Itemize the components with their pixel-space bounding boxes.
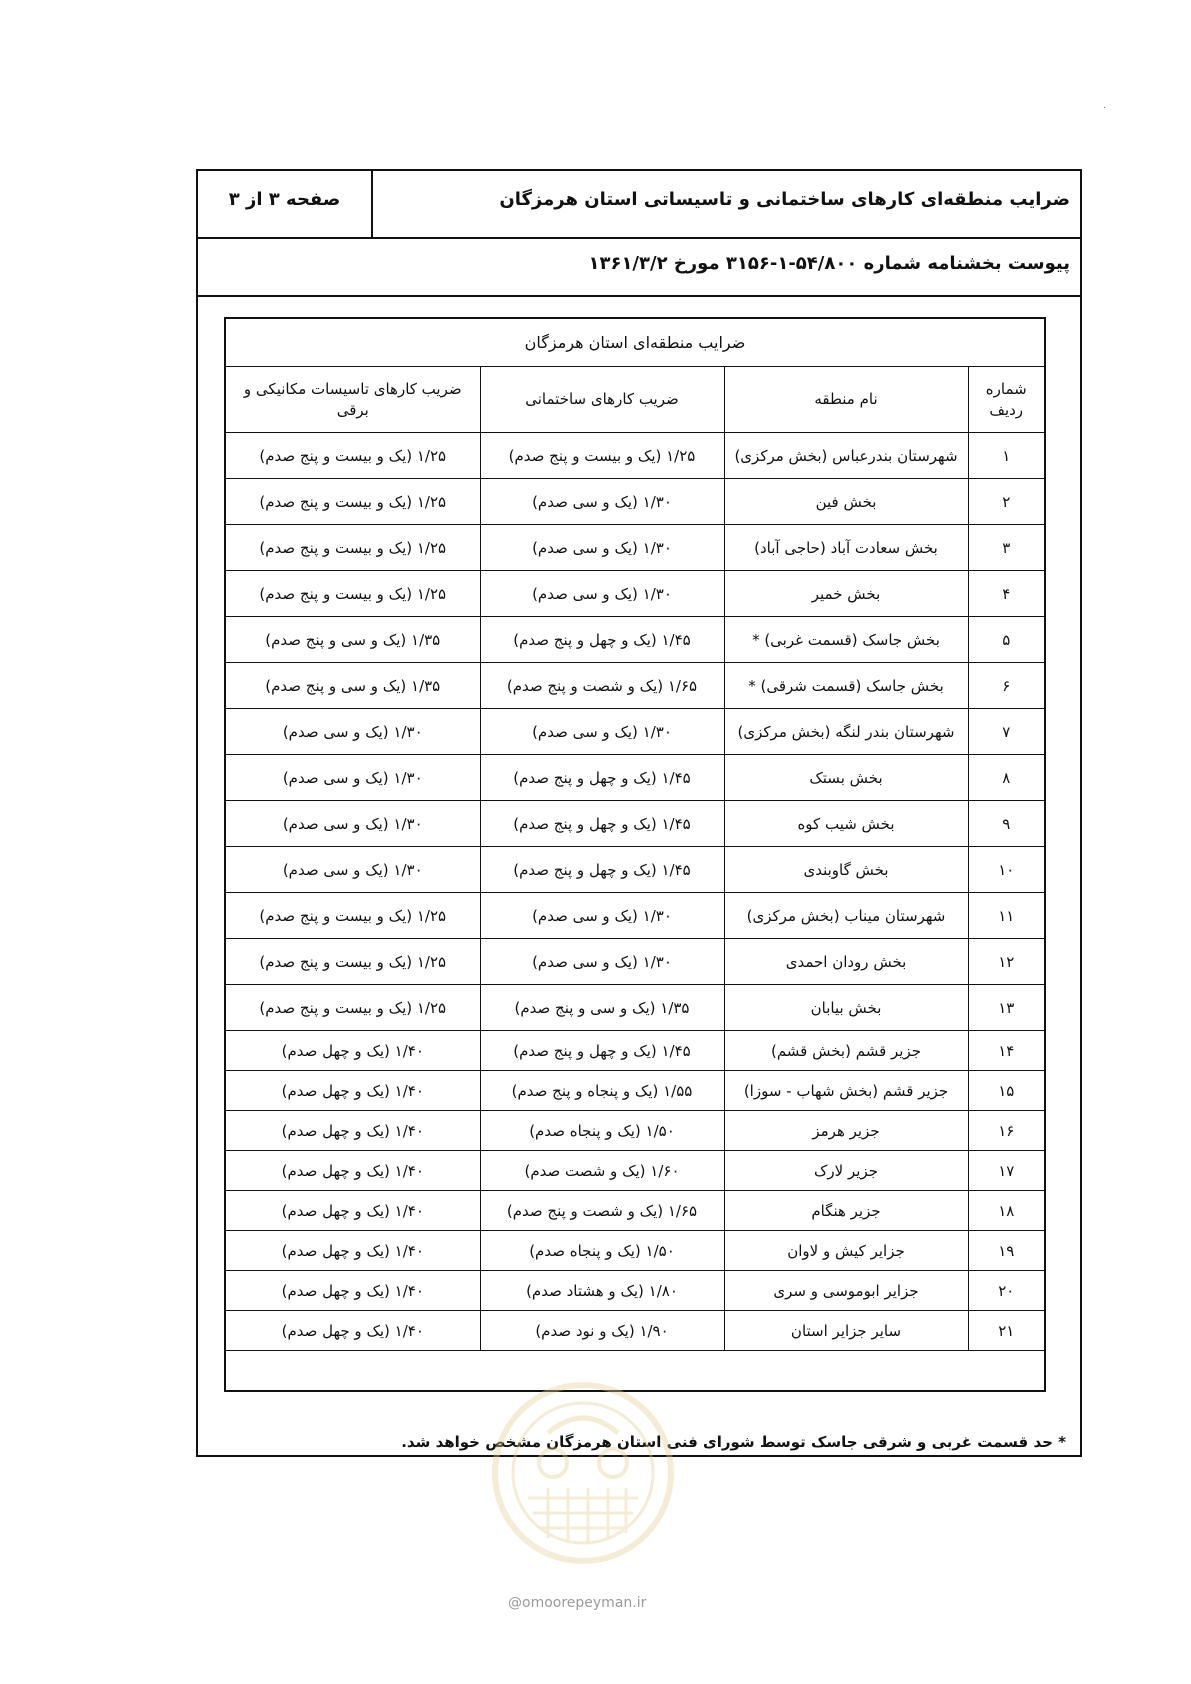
cell-region: بخش گاوبندی	[724, 847, 968, 893]
column-header-building: ضریب کارهای ساختمانی	[480, 367, 724, 433]
table-row	[226, 571, 1044, 617]
table-row	[226, 617, 1044, 663]
cell-row-no: ۶	[968, 663, 1044, 709]
cell-installations-coefficient: ۱/۲۵ (یک و بیست و پنج صدم)	[226, 571, 480, 617]
cell-row-no: ۱	[968, 433, 1044, 479]
cell-row-no: ۱۹	[968, 1231, 1044, 1271]
cell-building-coefficient: ۱/۴۵ (یک و چهل و پنج صدم)	[480, 801, 724, 847]
cell-building-coefficient: ۱/۴۵ (یک و چهل و پنج صدم)	[480, 617, 724, 663]
cell-building-coefficient: ۱/۳۰ (یک و سی صدم)	[480, 571, 724, 617]
cell-region: جزیر هرمز	[724, 1111, 968, 1151]
table-row	[226, 985, 1044, 1031]
cell-row-no: ۱۴	[968, 1031, 1044, 1071]
table-row	[226, 1031, 1044, 1071]
cell-installations-coefficient: ۱/۴۰ (یک و چهل صدم)	[226, 1111, 480, 1151]
cell-installations-coefficient: ۱/۳۰ (یک و سی صدم)	[226, 709, 480, 755]
cell-installations-coefficient: ۱/۲۵ (یک و بیست و پنج صدم)	[226, 479, 480, 525]
cell-installations-coefficient: ۱/۳۰ (یک و سی صدم)	[226, 801, 480, 847]
table-row	[226, 709, 1044, 755]
cell-row-no: ۴	[968, 571, 1044, 617]
table-row	[226, 433, 1044, 479]
table-row	[226, 525, 1044, 571]
cell-region: جزیر هنگام	[724, 1191, 968, 1231]
cell-row-no: ۱۰	[968, 847, 1044, 893]
cell-row-no: ۱۷	[968, 1151, 1044, 1191]
cell-building-coefficient: ۱/۵۰ (یک و پنجاه صدم)	[480, 1231, 724, 1271]
cell-installations-coefficient: ۱/۴۰ (یک و چهل صدم)	[226, 1031, 480, 1071]
table-header-row	[226, 367, 1044, 433]
cell-installations-coefficient: ۱/۴۰ (یک و چهل صدم)	[226, 1271, 480, 1311]
cell-building-coefficient: ۱/۲۵ (یک و بیست و پنج صدم)	[480, 433, 724, 479]
table-row	[226, 847, 1044, 893]
table-row	[226, 1191, 1044, 1231]
cell-row-no: ۱۶	[968, 1111, 1044, 1151]
cell-region: جزیر لارک	[724, 1151, 968, 1191]
cell-installations-coefficient: ۱/۳۵ (یک و سی و پنج صدم)	[226, 617, 480, 663]
footnote: * حد قسمت غربی و شرقی جاسک توسط شورای فنی استان هرمزگان مشخص خواهد شد.	[401, 1433, 1066, 1451]
table-row	[226, 755, 1044, 801]
cell-installations-coefficient: ۱/۴۰ (یک و چهل صدم)	[226, 1191, 480, 1231]
cell-building-coefficient: ۱/۳۰ (یک و سی صدم)	[480, 525, 724, 571]
column-header-installations: ضریب کارهای تاسیسات مکانیکی و برقی	[226, 367, 480, 433]
column-header-region: نام منطقه	[724, 367, 968, 433]
cell-row-no: ۱۸	[968, 1191, 1044, 1231]
table-row	[226, 1271, 1044, 1311]
cell-building-coefficient: ۱/۵۵ (یک و پنجاه و پنج صدم)	[480, 1071, 724, 1111]
cell-building-coefficient: ۱/۳۰ (یک و سی صدم)	[480, 479, 724, 525]
cell-region: بخش جاسک (قسمت غربی) *	[724, 617, 968, 663]
cell-installations-coefficient: ۱/۲۵ (یک و بیست و پنج صدم)	[226, 525, 480, 571]
header-divider	[371, 171, 373, 237]
coefficients-table	[226, 367, 1044, 1351]
cell-building-coefficient: ۱/۴۵ (یک و چهل و پنج صدم)	[480, 1031, 724, 1071]
cell-installations-coefficient: ۱/۴۰ (یک و چهل صدم)	[226, 1231, 480, 1271]
cell-row-no: ۷	[968, 709, 1044, 755]
table-row	[226, 939, 1044, 985]
column-header-row-no: شماره ردیف	[968, 367, 1044, 433]
cell-installations-coefficient: ۱/۴۰ (یک و چهل صدم)	[226, 1151, 480, 1191]
cell-region: بخش خمیر	[724, 571, 968, 617]
cell-region: شهرستان بندرعباس (بخش مرکزی)	[724, 433, 968, 479]
cell-row-no: ۱۳	[968, 985, 1044, 1031]
cell-building-coefficient: ۱/۵۰ (یک و پنجاه صدم)	[480, 1111, 724, 1151]
table-caption: ضرایب منطقه‌ای استان هرمزگان	[226, 319, 1044, 367]
cell-region: بخش جاسک (قسمت شرقی) *	[724, 663, 968, 709]
cell-row-no: ۸	[968, 755, 1044, 801]
page-number: صفحه ۳ از ۳	[228, 189, 341, 210]
cell-building-coefficient: ۱/۳۵ (یک و سی و پنج صدم)	[480, 985, 724, 1031]
cell-row-no: ۲۰	[968, 1271, 1044, 1311]
cell-region: شهرستان بندر لنگه (بخش مرکزی)	[724, 709, 968, 755]
cell-building-coefficient: ۱/۶۵ (یک و شصت و پنج صدم)	[480, 663, 724, 709]
cell-building-coefficient: ۱/۳۰ (یک و سی صدم)	[480, 709, 724, 755]
table-row	[226, 1311, 1044, 1351]
coefficients-table-box	[224, 317, 1046, 1392]
cell-building-coefficient: ۱/۳۰ (یک و سی صدم)	[480, 939, 724, 985]
cell-building-coefficient: ۱/۶۰ (یک و شصت صدم)	[480, 1151, 724, 1191]
document-title: ضرایب منطقه‌ای کارهای ساختمانی و تاسیساتی استان هرمزگان	[499, 189, 1070, 210]
cell-installations-coefficient: ۱/۳۰ (یک و سی صدم)	[226, 755, 480, 801]
cell-region: بخش بستک	[724, 755, 968, 801]
table-body	[226, 433, 1044, 1351]
cell-building-coefficient: ۱/۳۰ (یک و سی صدم)	[480, 893, 724, 939]
cell-installations-coefficient: ۱/۳۵ (یک و سی و پنج صدم)	[226, 663, 480, 709]
cell-installations-coefficient: ۱/۴۰ (یک و چهل صدم)	[226, 1071, 480, 1111]
cell-building-coefficient: ۱/۶۵ (یک و شصت و پنج صدم)	[480, 1191, 724, 1231]
table-row	[226, 1231, 1044, 1271]
watermark-url: @omoorepeyman.ir	[508, 1595, 647, 1611]
cell-row-no: ۲۱	[968, 1311, 1044, 1351]
table-row	[226, 893, 1044, 939]
cell-installations-coefficient: ۱/۲۵ (یک و بیست و پنج صدم)	[226, 893, 480, 939]
cell-building-coefficient: ۱/۸۰ (یک و هشتاد صدم)	[480, 1271, 724, 1311]
cell-row-no: ۱۵	[968, 1071, 1044, 1111]
logo-seal-icon	[488, 1378, 678, 1568]
table-row	[226, 1111, 1044, 1151]
cell-region: بخش سعادت آباد (حاجی آباد)	[724, 525, 968, 571]
cell-region: شهرستان میناب (بخش مرکزی)	[724, 893, 968, 939]
cell-installations-coefficient: ۱/۲۵ (یک و بیست و پنج صدم)	[226, 433, 480, 479]
cell-building-coefficient: ۱/۴۵ (یک و چهل و پنج صدم)	[480, 755, 724, 801]
cell-building-coefficient: ۱/۹۰ (یک و نود صدم)	[480, 1311, 724, 1351]
cell-region: جزایر ابوموسی و سری	[724, 1271, 968, 1311]
cell-region: بخش رودان احمدی	[724, 939, 968, 985]
cell-installations-coefficient: ۱/۲۵ (یک و بیست و پنج صدم)	[226, 939, 480, 985]
cell-region: بخش فین	[724, 479, 968, 525]
table-row	[226, 1071, 1044, 1111]
header-row	[198, 171, 1080, 239]
table-row	[226, 479, 1044, 525]
subtitle-row	[198, 239, 1080, 297]
cell-region: بخش شیب کوه	[724, 801, 968, 847]
cell-row-no: ۱۱	[968, 893, 1044, 939]
table-row	[226, 1151, 1044, 1191]
cell-row-no: ۹	[968, 801, 1044, 847]
cell-building-coefficient: ۱/۴۵ (یک و چهل و پنج صدم)	[480, 847, 724, 893]
cell-row-no: ۳	[968, 525, 1044, 571]
document-frame	[196, 169, 1082, 1457]
cell-region: سایر جزایر استان	[724, 1311, 968, 1351]
cell-region: جزیر قشم (بخش شهاب - سوزا)	[724, 1071, 968, 1111]
cell-installations-coefficient: ۱/۳۰ (یک و سی صدم)	[226, 847, 480, 893]
cell-row-no: ۲	[968, 479, 1044, 525]
cell-row-no: ۵	[968, 617, 1044, 663]
cell-installations-coefficient: ۱/۴۰ (یک و چهل صدم)	[226, 1311, 480, 1351]
cell-installations-coefficient: ۱/۲۵ (یک و بیست و پنج صدم)	[226, 985, 480, 1031]
table-row	[226, 801, 1044, 847]
document-subtitle: پیوست بخشنامه شماره ۵۴/۸۰۰-۱-۳۱۵۶ مورخ ۱۳۶۱/۳/۲	[588, 253, 1070, 274]
cell-region: بخش بیابان	[724, 985, 968, 1031]
cell-region: جزایر کیش و لاوان	[724, 1231, 968, 1271]
table-row	[226, 663, 1044, 709]
corner-mark: ·	[1103, 103, 1107, 114]
cell-row-no: ۱۲	[968, 939, 1044, 985]
cell-region: جزیر قشم (بخش قشم)	[724, 1031, 968, 1071]
